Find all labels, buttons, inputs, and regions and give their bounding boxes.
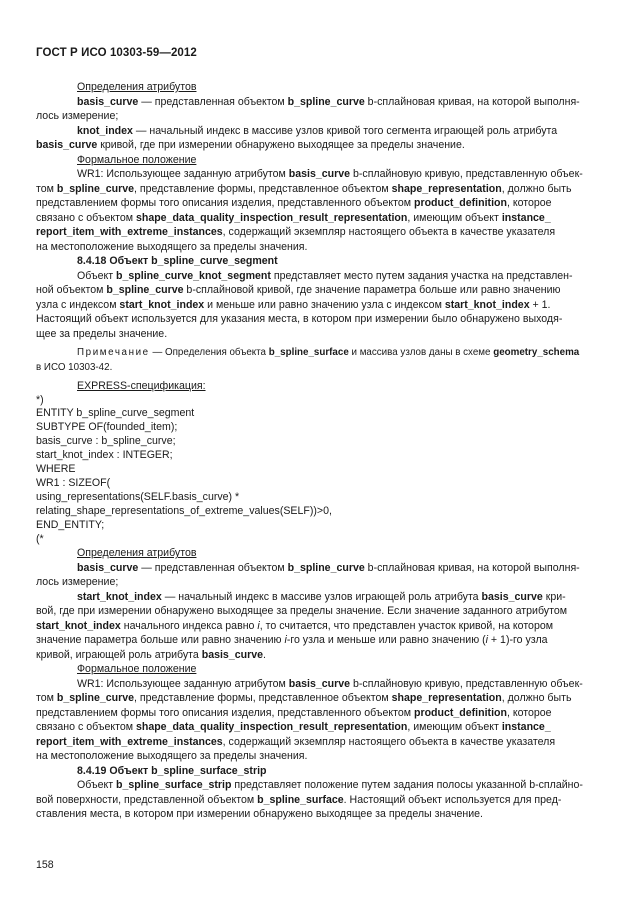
wr1-line: WR1: Использующее заданную атрибутом basis_curve b-сплайновую кривую, представленную объек- <box>77 168 583 180</box>
wr1-line: представлением формы того описания изделия, представленного объектом product_definition, которое <box>36 197 552 209</box>
note-line: Примечание — Определения объекта b_spline_surface и массива узлов даны в схеме geometry_schema <box>77 347 580 358</box>
attr-definitions-heading: Определения атрибутов <box>77 81 197 93</box>
wr1-line: на местоположение выходящего за пределы значения. <box>36 750 308 763</box>
formal-heading: Формальное положение <box>77 153 197 166</box>
attr-basis-curve-cont: лось измерение; <box>36 576 119 589</box>
page-number: 158 <box>36 859 54 871</box>
paragraph-line: ставления места, в котором при измерении обнаружено выходящее за пределы значение. <box>36 808 483 821</box>
wr1-line: том b_spline_curve, представление формы, представленное объектом shape_representation, должно быть <box>36 182 572 195</box>
paragraph-line: Объект b_spline_surface_strip представляет положение путем задания полосы указанной b-сплайно- <box>77 779 583 792</box>
wr1-line: том b_spline_curve, представление формы, представленное объектом shape_representation, должно быть <box>36 692 572 705</box>
code-line: (* <box>36 532 44 545</box>
code-line: start_knot_index : INTEGER; <box>36 449 173 462</box>
page-content <box>36 80 596 822</box>
paragraph-line: ной объектом b_spline_curve b-сплайновой кривой, где значение параметра больше или равно значению <box>36 284 561 296</box>
wr1-line: report_item_with_extreme_instances, содержащий экземпляр настоящего объекта в качестве указателя <box>36 226 556 238</box>
code-line: WHERE <box>36 463 76 476</box>
code-line: SUBTYPE OF(founded_item); <box>36 421 178 434</box>
code-line: END_ENTITY; <box>36 518 105 531</box>
note-block <box>36 346 596 375</box>
paragraph-line: узла с индексом start_knot_index и меньше или равно значению узла с индексом start_knot_index + 1. <box>36 298 551 311</box>
attr-definitions-heading: Определения атрибутов <box>77 547 197 560</box>
attr-knot-index: knot_index — начальный индекс в массиве узлов кривой того сегмента играющей роль атрибута <box>77 124 558 137</box>
formal-heading: Формальное положение <box>77 663 197 676</box>
code-line: WR1 : SIZEOF( <box>36 476 111 489</box>
paragraph-line: щее за пределы значение. <box>36 327 168 340</box>
express-heading: EXPRESS-спецификация: <box>77 380 206 392</box>
attr-start-knot-index-cont: start_knot_index начального индекса равно i, то считается, что представлен участок кривой, на котором <box>36 619 554 632</box>
section-heading-8-4-19: 8.4.19 Объект b_spline_surface_strip <box>77 764 267 777</box>
wr1-line: связано с объектом shape_data_quality_inspection_result_representation, имеющим объект instance_ <box>36 211 551 224</box>
paragraph-line: Настоящий объект используется для указания места, в котором при измерении было обнаружено выходя- <box>36 313 563 325</box>
express-code <box>36 394 596 547</box>
wr1-line: представлением формы того описания изделия, представленного объектом product_definition, которое <box>36 706 552 719</box>
code-line: basis_curve : b_spline_curve; <box>36 435 176 448</box>
attr-basis-curve: basis_curve — представленная объектом b_spline_curve b-сплайновая кривая, на которой выполня- <box>77 561 580 574</box>
attr-basis-curve-cont: лось измерение; <box>36 110 119 122</box>
wr1-line: report_item_with_extreme_instances, содержащий экземпляр настоящего объекта в качестве указателя <box>36 735 556 748</box>
paragraph-line: Объект b_spline_curve_knot_segment представляет место путем задания участка на представлен- <box>77 269 573 282</box>
wr1-line: WR1: Использующее заданную атрибутом basis_curve b-сплайновую кривую, представленную объек- <box>77 677 583 690</box>
attr-start-knot-index-cont: кривой, играющей роль атрибута basis_curve. <box>36 648 266 661</box>
code-line: relating_shape_representations_of_extreme_values(SELF))>0, <box>36 504 332 517</box>
code-line: using_representations(SELF.basis_curve) * <box>36 490 240 503</box>
page-header: ГОСТ Р ИСО 10303-59—2012 <box>36 47 197 59</box>
wr1-line: связано с объектом shape_data_quality_inspection_result_representation, имеющим объект instance_ <box>36 721 551 734</box>
attr-basis-curve: basis_curve — представленная объектом b_spline_curve b-сплайновая кривая, на которой выполня- <box>77 95 580 108</box>
wr1-line: на местоположение выходящего за пределы значения. <box>36 240 308 253</box>
note-line: в ИСО 10303-42. <box>36 361 113 373</box>
attr-start-knot-index-cont: вой, где при измерении обнаружено выходящее за пределы значение. Если значение заданного атрибутом <box>36 605 568 618</box>
attr-start-knot-index-cont: значение параметра больше или равно значению i-го узла и меньше или равно значению (i + 1)-го узла <box>36 634 548 647</box>
attr-start-knot-index: start_knot_index — начальный индекс в массиве узлов играющей роль атрибута basis_curve кри- <box>77 590 566 603</box>
attr-knot-index-cont: basis_curve кривой, где при измерении обнаружено выходящее за пределы значение. <box>36 139 465 151</box>
paragraph-line: вой поверхности, представленной объектом b_spline_surface. Настоящий объект используется для пред- <box>36 793 562 806</box>
code-line: *) <box>36 393 44 406</box>
code-line: ENTITY b_spline_curve_segment <box>36 407 195 420</box>
section-heading-8-4-18: 8.4.18 Объект b_spline_curve_segment <box>77 255 278 267</box>
